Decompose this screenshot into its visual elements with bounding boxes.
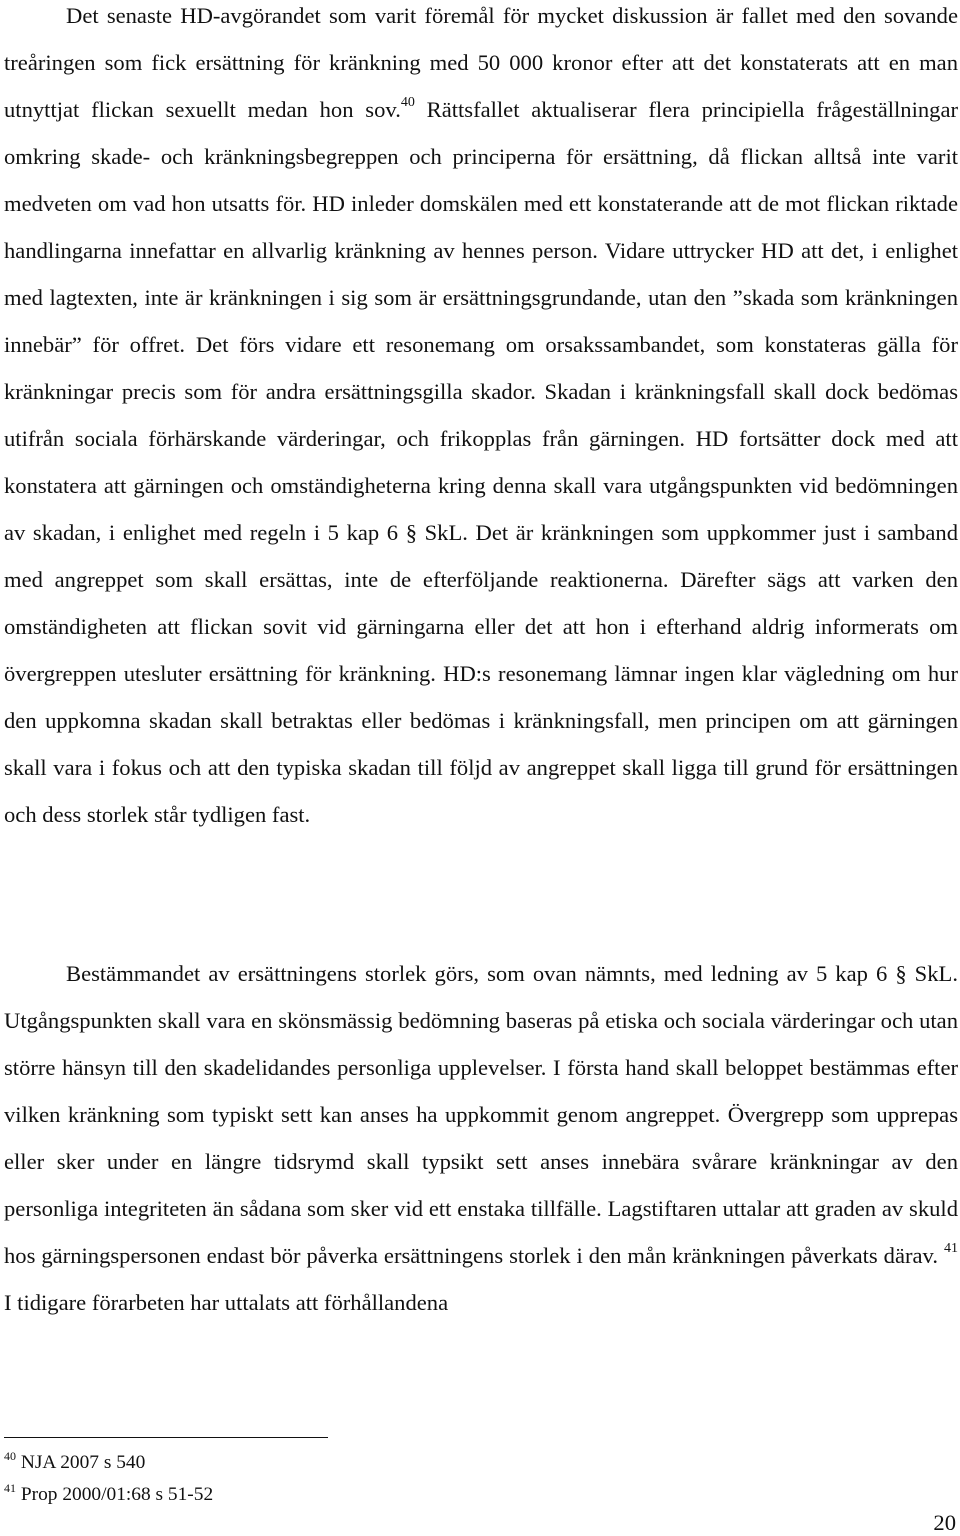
paragraph-text: Rättsfallet aktualiserar flera principiella frågeställningar omkring skade- och kränkningsbegreppen och principerna för ersättning, då flickan alltså inte varit medveten om vad hon utsatts för. HD inleder domskälen med ett konstaterande att de mot flickan riktade handlingarna innefattar en allvarlig kränkning av hennes person. Vidare uttrycker HD att det, i enlighet med lagtexten, inte är kränkningen i sig som är ersättningsgrundande, utan den ”skada som kränkningen innebär” för offret. Det förs vidare ett resonemang om orsakssambandet, som konstateras gälla för kränkningar precis som för andra ersättningsgilla skador. Skadan i kränkningsfall skall dock bedömas utifrån sociala förhärskande värderingar, och frikopplas från gärningen. HD fortsätter dock med att konstatera att gärningen och omständigheterna kring denna skall vara utgångspunkten vid bedömningen av skadan, i enlighet med regeln i 5 kap 6 § SkL. Det är kränkningen som uppkommer just i samband med angreppet som skall ersättas, inte de efterföljande reaktionerna. Därefter sägs att varken den omständigheten att flickan sovit vid gärningarna eller det att hon i efterhand aldrig informerats om övergreppen utesluter ersättning för kränkning. HD:s resonemang lämnar ingen klar vägledning om hur den uppkomna skadan skall betraktas eller bedömas i kränkningsfall, men principen om att gärningen skall vara i fokus och att den typiska skadan till följd av angreppet skall ligga till grund för ersättningen och dess storlek står tydligen fast. <box>4 97 958 827</box>
footnote-number: 41 <box>4 1481 16 1495</box>
footnote <box>4 1483 213 1507</box>
paragraph-text: Det senaste HD-avgörandet som varit föremål för mycket diskussion är fallet med den sovande treåringen som fick ersättning för kränkning med 50 000 kronor efter att det konstaterats att en man utnyttjat flickan sexuellt medan hon sov. <box>4 3 958 122</box>
paragraph-text: I tidigare förarbeten har uttalats att förhållandena <box>4 1290 449 1315</box>
body-paragraph <box>4 950 958 1326</box>
footnote-number: 40 <box>4 1449 16 1463</box>
page-number: 20 <box>933 1510 956 1535</box>
paragraph-text: Bestämmandet av ersättningens storlek görs, som ovan nämnts, med ledning av 5 kap 6 § SkL. Utgångspunkten skall vara en skönsmässig bedömning baseras på etiska och sociala värderingar och utan större hänsyn till den skadelidandes personliga upplevelser. I första hand skall beloppet bestämmas efter vilken kränkning som typiskt sett kan anses ha uppkommit genom angreppet. Övergrepp som upprepas eller sker under en längre tidsrymd skall typsikt sett anses innebära svårare kränkningar av den personliga integriteten än sådana som sker vid ett enstaka tillfälle. Lagstiftaren uttalar att graden av skuld hos gärningspersonen endast bör påverka ersättningens storlek i den mån kränkningen påverkats därav. <box>4 961 958 1268</box>
footnote-reference[interactable]: 41 <box>944 1241 958 1256</box>
footnote-text: Prop 2000/01:68 s 51-52 <box>20 1484 214 1505</box>
footnote-text: NJA 2007 s 540 <box>20 1452 146 1473</box>
body-paragraph <box>4 0 958 838</box>
footnote-reference[interactable]: 40 <box>400 95 415 110</box>
footnote <box>4 1451 145 1475</box>
footnote-divider <box>4 1437 328 1438</box>
